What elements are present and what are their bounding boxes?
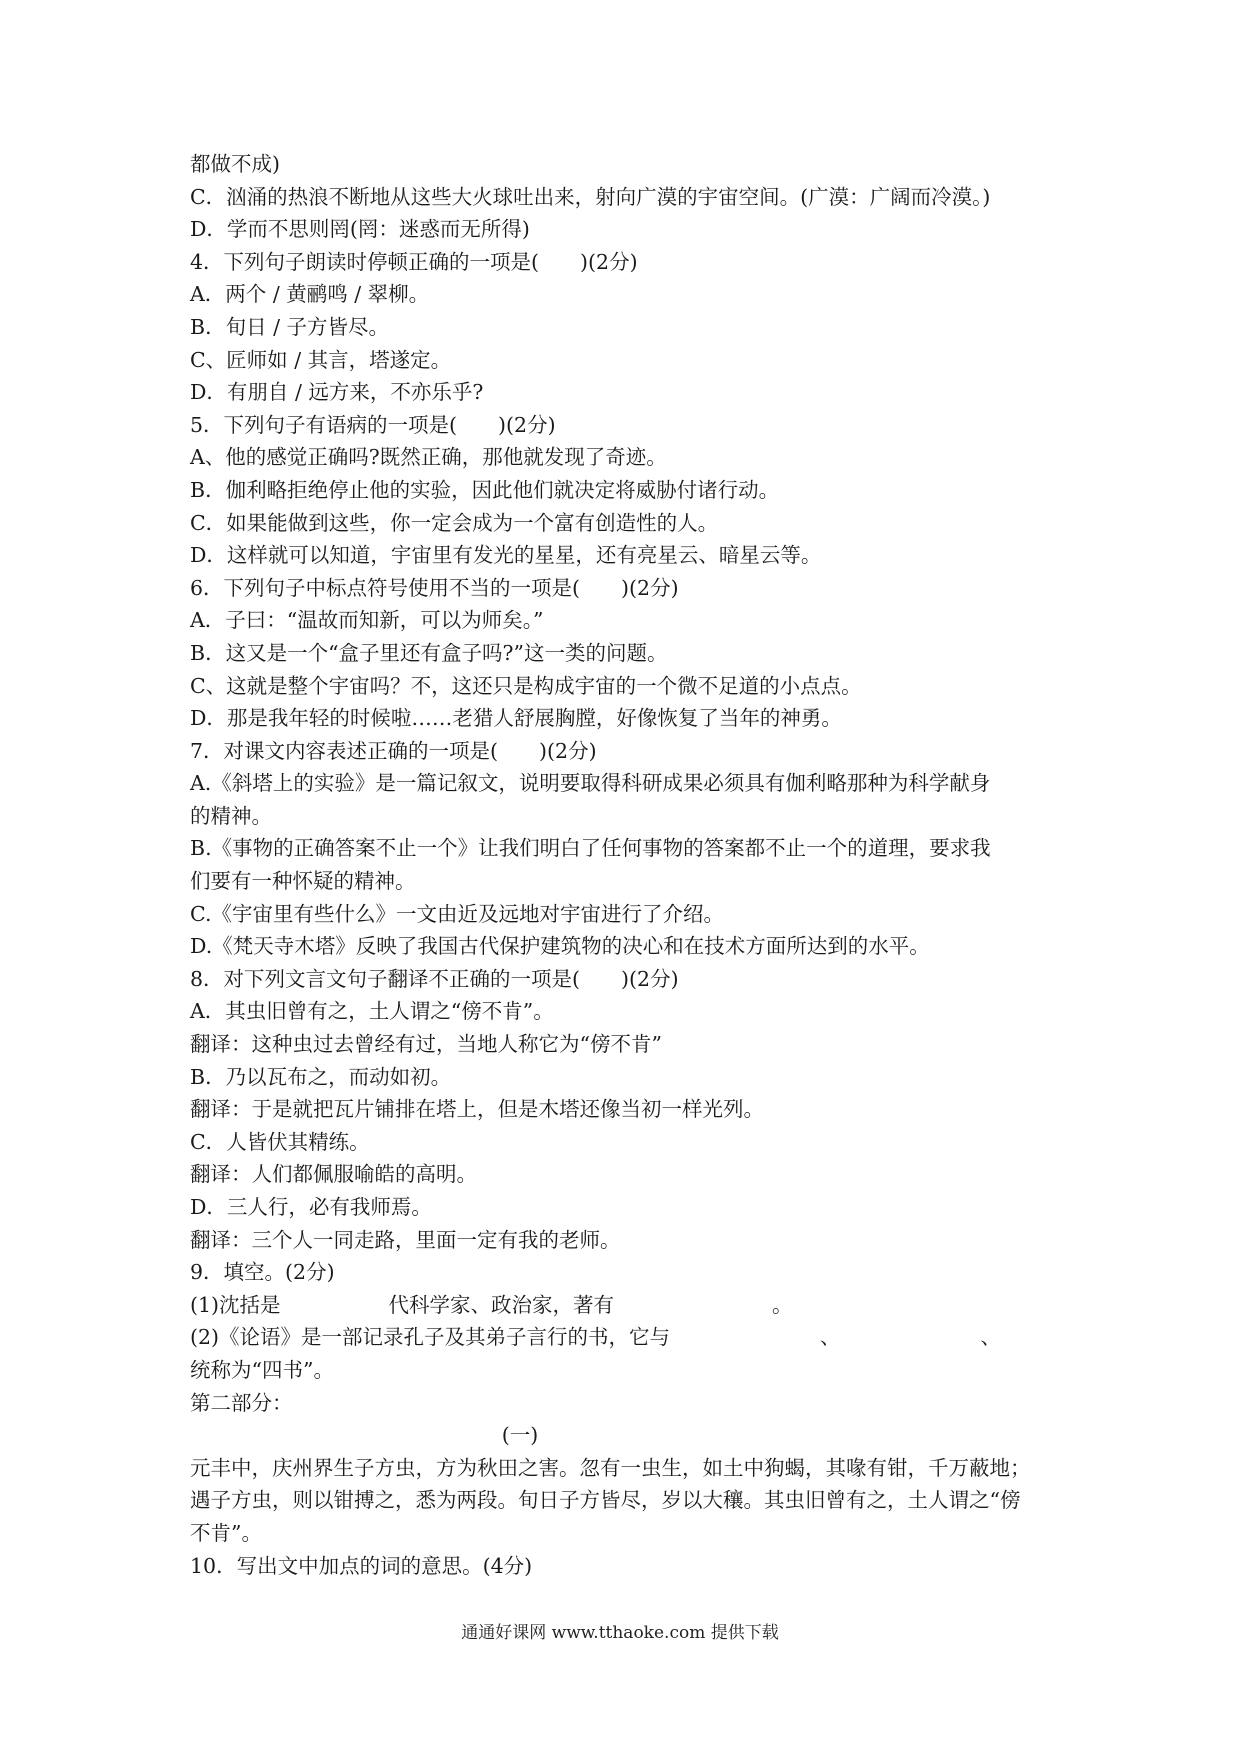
option-line: D．那是我年轻的时候啦……老猎人舒展胸膛，好像恢复了当年的神勇。 — [190, 706, 842, 731]
text-line: 统称为“四书”。 — [190, 1357, 334, 1382]
text-line: 都做不成) — [190, 152, 280, 176]
option-line: A、他的感觉正确吗?既然正确，那他就发现了奇迹。 — [190, 445, 667, 470]
text-line: C．汹涌的热浪不断地从这些大火球吐出来，射向广漠的宇宙空间。(广漠：广阔而冷漠。) — [190, 184, 991, 209]
fill-text: (2)《论语》是一部记录孔子及其弟子言行的书，它与 — [190, 1325, 671, 1350]
option-line: C、这就是整个宇宙吗？不，这还只是构成宇宙的一个微不足道的小点点。 — [190, 673, 862, 698]
fill-text: 。 — [772, 1292, 793, 1317]
option-line: B.《事物的正确答案不止一个》让我们明白了任何事物的答案都不止一个的道理，要求我 — [190, 836, 991, 861]
question-6: 6．下列句子中标点符号使用不当的一项是( )(2分) — [190, 575, 679, 600]
translation-line: 翻译：这种虫过去曾经有过，当地人称它为“傍不肯” — [190, 1032, 662, 1057]
passage-heading: (一) — [501, 1423, 539, 1448]
fill-blank-1 — [190, 1289, 1070, 1322]
option-line: B．乃以瓦布之，而动如初。 — [190, 1064, 452, 1089]
fill-blank-2 — [190, 1321, 1070, 1354]
translation-line: 翻译：于是就把瓦片铺排在塔上，但是木塔还像当初一样光列。 — [190, 1097, 764, 1122]
option-line: 的精神。 — [190, 803, 272, 828]
option-line: B．这又是一个“盒子里还有盒子吗?”这一类的问题。 — [190, 640, 668, 665]
option-line: B．伽利略拒绝停止他的实验，因此他们就决定将威胁付诸行动。 — [190, 477, 780, 502]
option-line: C.《宇宙里有些什么》一文由近及远地对宇宙进行了介绍。 — [190, 901, 724, 926]
document-body — [190, 148, 1070, 1582]
question-7: 7．对课文内容表述正确的一项是( )(2分) — [190, 738, 597, 763]
passage-line: 元丰中，庆州界生子方虫，方为秋田之害。忽有一虫生，如土中狗蝎，其喙有钳，千万蔽地； — [190, 1455, 1031, 1480]
section-label: 第二部分： — [190, 1390, 293, 1415]
option-line: D．这样就可以知道，宇宙里有发光的星星，还有亮星云、暗星云等。 — [190, 543, 822, 568]
question-4: 4．下列句子朗读时停顿正确的一项是( )(2分) — [190, 249, 638, 274]
option-line: C．人皆伏其精练。 — [190, 1129, 370, 1154]
option-line: C、匠师如 / 其言，塔遂定。 — [190, 347, 452, 372]
fill-separator: 、 — [980, 1325, 1002, 1350]
option-line: D.《梵天寺木塔》反映了我国古代保护建筑物的决心和在技术方面所达到的水平。 — [190, 934, 930, 959]
fill-text: 代科学家、政治家，著有 — [388, 1292, 615, 1317]
question-8: 8．对下列文言文句子翻译不正确的一项是( )(2分) — [190, 966, 679, 991]
passage-line: 遇子方虫，则以钳搏之，悉为两段。旬日子方皆尽，岁以大穰。其虫旧曾有之，土人谓之“傍 — [190, 1488, 1021, 1513]
option-line: B．旬日 / 子方皆尽。 — [190, 314, 390, 339]
option-line: A．两个 / 黄鹂鸣 / 翠柳。 — [190, 282, 430, 307]
translation-line: 翻译：三个人一同走路，里面一定有我的老师。 — [190, 1227, 621, 1252]
option-line: A．子曰：“温故而知新，可以为师矣。” — [190, 608, 544, 633]
translation-line: 翻译：人们都佩服喻皓的高明。 — [190, 1162, 477, 1187]
option-line: A.《斜塔上的实验》是一篇记叙文，说明要取得科研成果必须具有伽利略那种为科学献身 — [190, 771, 991, 796]
fill-separator: 、 — [820, 1325, 841, 1350]
option-line: C．如果能做到这些，你一定会成为一个富有创造性的人。 — [190, 510, 719, 535]
passage-line: 不肯”。 — [190, 1520, 262, 1545]
question-5: 5．下列句子有语病的一项是( )(2分) — [190, 412, 556, 437]
option-line: D．三人行，必有我师焉。 — [190, 1195, 432, 1219]
footer-credit: 通通好课网 www.tthaoke.com 提供下载 — [461, 1623, 779, 1643]
question-9: 9．填空。(2分) — [190, 1260, 335, 1285]
option-line: D．有朋自 / 远方来，不亦乐乎? — [190, 380, 484, 405]
option-line: A．其虫旧曾有之，土人谓之“傍不肯”。 — [190, 999, 554, 1024]
question-10: 10．写出文中加点的词的意思。(4分) — [190, 1553, 533, 1578]
text-line: D．学而不思则罔(罔：迷惑而无所得) — [190, 217, 530, 242]
fill-text: (1)沈括是 — [190, 1292, 281, 1317]
option-line: 们要有一种怀疑的精神。 — [190, 869, 416, 894]
